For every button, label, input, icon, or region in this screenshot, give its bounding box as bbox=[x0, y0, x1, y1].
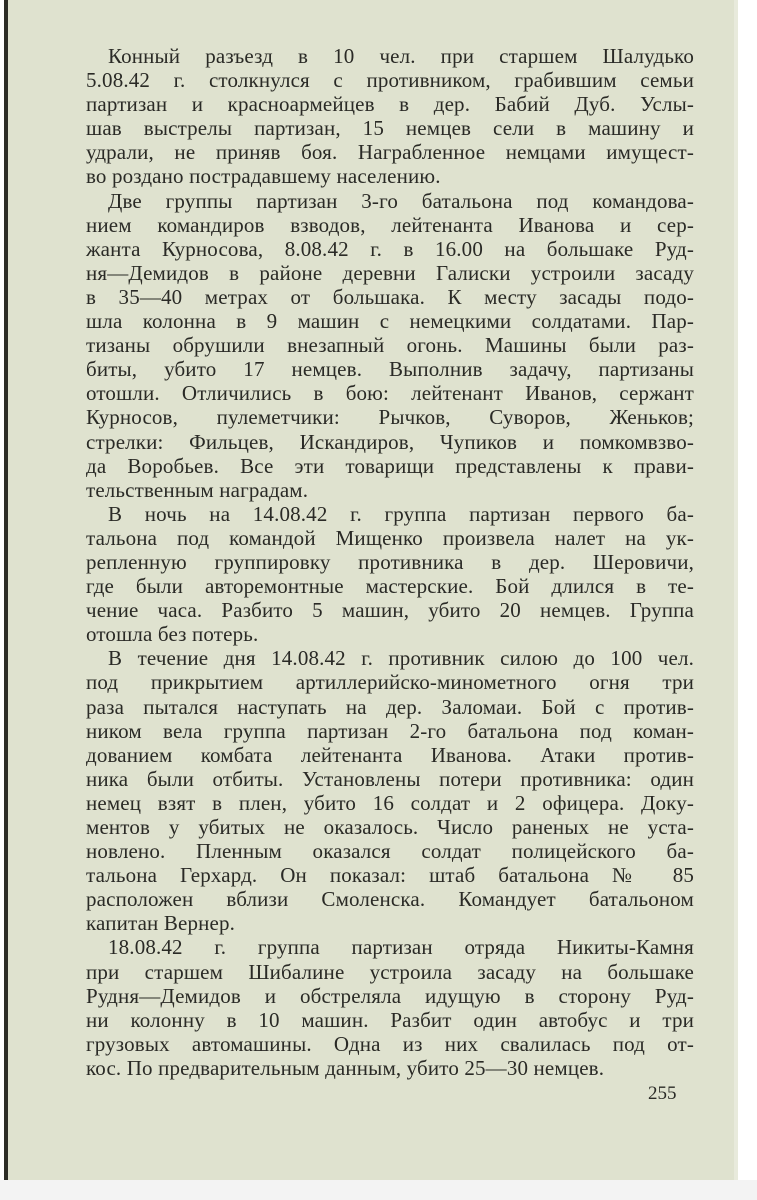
text-line: во роздано пострадавшему населению. bbox=[86, 164, 441, 189]
text-line: при старшем Шибалине устроила засаду на большаке bbox=[86, 959, 694, 984]
text-line: жанта Курносова, 8.08.42 г. в 16.00 на большаке Руд- bbox=[86, 236, 694, 261]
page-number: 255 bbox=[648, 1083, 677, 1104]
text-line: тельственным наградам. bbox=[86, 477, 309, 502]
paragraph-5 bbox=[86, 935, 694, 1080]
text-line: удрали, не приняв боя. Награбленное немцами имущест- bbox=[86, 140, 694, 165]
text-line: отошли. Отличились в бою: лейтенант Иванов, сержант bbox=[86, 381, 694, 406]
paragraph-4 bbox=[86, 646, 694, 935]
text-line: под прикрытием артиллерийско-минометного огня три bbox=[86, 670, 694, 695]
text-line: ника были отбиты. Установлены потери противника: один bbox=[86, 766, 694, 791]
text-line: ником вела группа партизан 2-го батальона под коман- bbox=[86, 718, 694, 743]
paragraph-1 bbox=[86, 44, 694, 189]
text-line: дованием комбата лейтенанта Иванова. Атаки против- bbox=[86, 742, 694, 767]
text-line: тальона под командой Мищенко произвела налет на ук- bbox=[86, 525, 694, 550]
text-line: чение часа. Разбито 5 машин, убито 20 немцев. Группа bbox=[86, 598, 694, 623]
text-line: грузовых автомашины. Одна из них свалилась под от- bbox=[86, 1031, 694, 1056]
text-line: Курносов, пулеметчики: Рычков, Суворов, Женьков; bbox=[86, 405, 694, 430]
text-line: где были авторемонтные мастерские. Бой длился в те- bbox=[86, 574, 694, 599]
text-line: кос. По предварительным данным, убито 25—30 немцев. bbox=[86, 1055, 605, 1080]
text-line: в 35—40 метрах от большака. К месту засады подо- bbox=[86, 284, 694, 309]
text-line: Конный разъезд в 10 чел. при старшем Шалудько bbox=[108, 44, 694, 68]
text-line: В течение дня 14.08.42 г. противник силою до 100 чел. bbox=[108, 646, 694, 671]
text-line: раза пытался наступать на дер. Заломаи. Бой с против- bbox=[86, 694, 694, 719]
text-line: Рудня—Демидов и обстреляла идущую в сторону Руд- bbox=[86, 983, 694, 1008]
text-line: нием командиров взводов, лейтенанта Иванова и сер- bbox=[86, 212, 694, 237]
text-line: В ночь на 14.08.42 г. группа партизан первого ба- bbox=[108, 501, 694, 526]
text-line: немец взят в плен, убито 16 солдат и 2 офицера. Доку- bbox=[86, 790, 694, 815]
body-text bbox=[86, 44, 694, 1080]
text-line: капитан Вернер. bbox=[86, 911, 236, 936]
text-line: ня—Демидов в районе деревни Галиски устроили засаду bbox=[86, 260, 694, 285]
paragraph-3 bbox=[86, 502, 694, 647]
book-page bbox=[4, 0, 738, 1180]
text-line: тальона Герхард. Он показал: штаб батальона № 85 bbox=[86, 863, 694, 888]
text-line: новлено. Пленным оказался солдат полицейского ба- bbox=[86, 839, 694, 864]
text-line: 18.08.42 г. группа партизан отряда Никиты-Камня bbox=[108, 935, 694, 960]
page-edge bbox=[734, 0, 738, 1180]
text-line: ментов у убитых не оказалось. Число раненых не уста- bbox=[86, 815, 694, 839]
text-line: да Воробьев. Все эти товарищи представлены к прави- bbox=[86, 453, 694, 478]
text-line: биты, убито 17 немцев. Выполнив задачу, партизаны bbox=[86, 357, 694, 382]
text-line: шав выстрелы партизан, 15 немцев сели в машину и bbox=[86, 116, 694, 141]
text-line: 5.08.42 г. столкнулся с противником, грабившим семьи bbox=[86, 68, 694, 93]
text-line: шла колонна в 9 машин с немецкими солдатами. Пар- bbox=[86, 309, 694, 334]
background-strip bbox=[0, 1180, 757, 1200]
text-line: тизаны обрушили внезапный огонь. Машины были раз- bbox=[86, 333, 694, 358]
text-line: стрелки: Фильцев, Искандиров, Чупиков и помкомвзво- bbox=[86, 429, 694, 454]
text-line: партизан и красноармейцев в дер. Бабий Дуб. Услы- bbox=[86, 92, 694, 117]
text-line: репленную группировку противника в дер. Шеровичи, bbox=[86, 549, 694, 574]
text-line: Две группы партизан 3-го батальона под командова- bbox=[108, 188, 694, 213]
paragraph-2 bbox=[86, 189, 694, 502]
text-line: ни колонну в 10 машин. Разбит один автобус и три bbox=[86, 1007, 694, 1032]
text-line: расположен вблизи Смоленска. Командует батальоном bbox=[86, 887, 694, 912]
text-line: отошла без потерь. bbox=[86, 622, 259, 647]
